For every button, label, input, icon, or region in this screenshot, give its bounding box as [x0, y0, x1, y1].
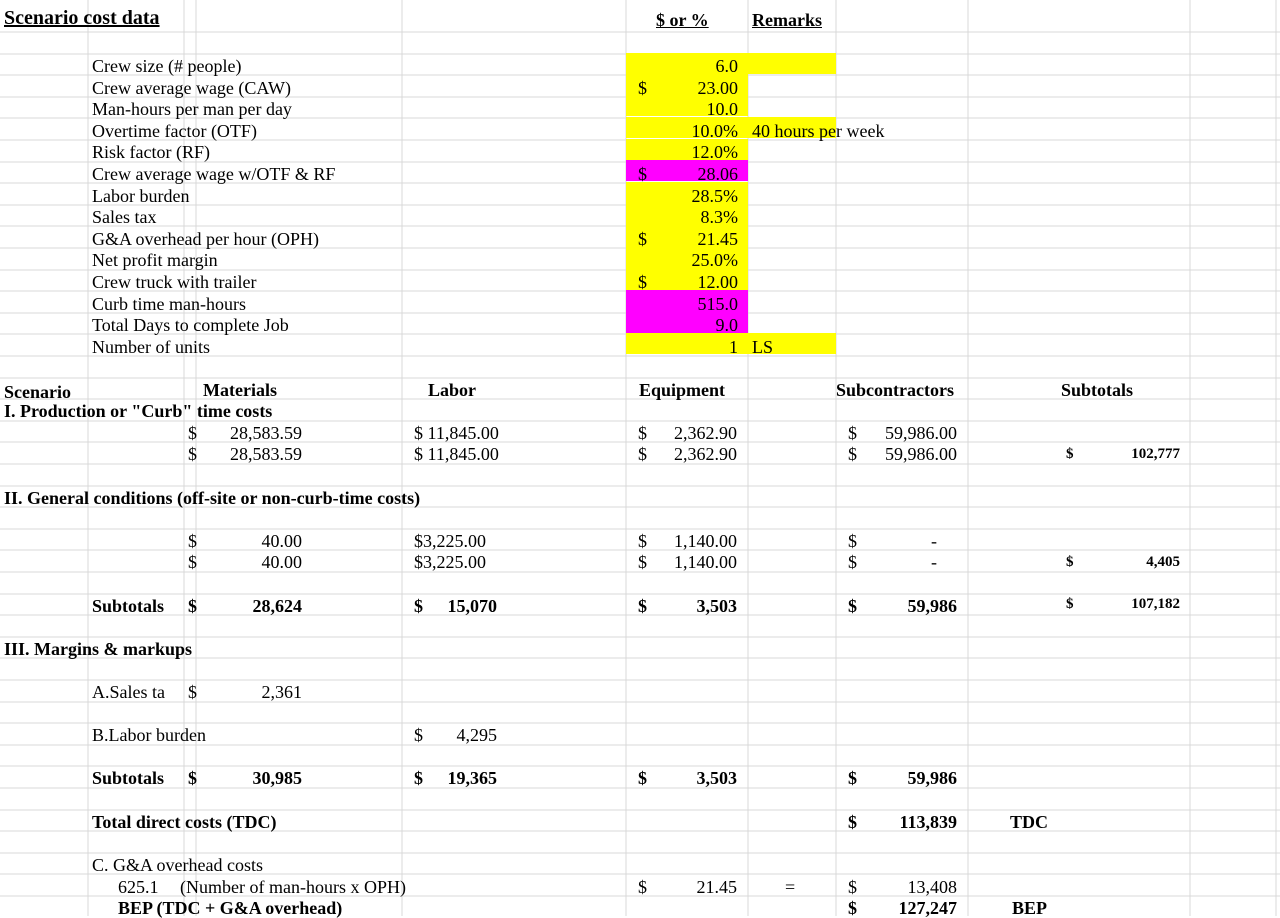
ga-value: 13,408: [907, 877, 957, 897]
input-value[interactable]: 10.0%: [691, 121, 738, 141]
input-label[interactable]: Total Days to complete Job: [92, 315, 289, 335]
subtotal1-total-sym: $: [1066, 596, 1074, 612]
input-remark[interactable]: 40 hours per week: [752, 121, 885, 141]
bep-sym: $: [848, 898, 857, 918]
s2r2-equipment: 1,140.00: [674, 552, 737, 572]
ga-sym: $: [848, 877, 857, 897]
tdc-value: 113,839: [899, 812, 957, 832]
page-title: Scenario cost data: [4, 7, 160, 29]
col-labor: Labor: [428, 380, 477, 400]
subtotal2-equipment: 3,503: [696, 768, 737, 788]
subtotal1-sub-sym: $: [848, 596, 857, 616]
subtotal2-mat-sym: $: [188, 768, 197, 788]
subtotal2-labor: 19,365: [447, 768, 497, 788]
subtotal1-total: 107,182: [1131, 596, 1180, 612]
s2r1-equipment: 1,140.00: [674, 531, 737, 551]
subtotal2-sub-sym: $: [848, 768, 857, 788]
s1r1-mat-sym: $: [188, 423, 197, 443]
s1r1-eq-sym: $: [638, 423, 647, 443]
subtotal2-eq-sym: $: [638, 768, 647, 788]
s1r1-subcontractors: 59,986.00: [885, 423, 957, 443]
input-value[interactable]: 28.06: [697, 164, 738, 184]
sales-tax-label: A.Sales ta: [92, 682, 165, 702]
input-currency-symbol[interactable]: $: [638, 229, 647, 249]
input-value[interactable]: 23.00: [697, 78, 738, 98]
labor-burden-sym: $: [414, 725, 423, 745]
input-value[interactable]: 8.3%: [700, 207, 738, 227]
bep-label: BEP (TDC + G&A overhead): [118, 898, 343, 918]
s1r1-sub-sym: $: [848, 423, 857, 443]
s1r2-materials: 28,583.59: [230, 444, 302, 464]
s1r2-subcontractors: 59,986.00: [885, 444, 957, 464]
subtotal2-label: Subtotals: [92, 768, 165, 788]
section-margins: III. Margins & markups: [4, 639, 193, 659]
input-value[interactable]: 1: [729, 337, 738, 357]
s2r2-materials: 40.00: [261, 552, 302, 572]
s1r2-sub-sym: $: [848, 444, 857, 464]
input-value[interactable]: 9.0: [715, 315, 738, 335]
s1r2-equipment: 2,362.90: [674, 444, 737, 464]
subtotal2-subcontractors: 59,986: [907, 768, 957, 788]
input-value[interactable]: 21.45: [697, 229, 738, 249]
input-value[interactable]: 10.0: [706, 99, 738, 119]
scenario-label: Scenario: [4, 382, 71, 402]
s2r1-subcontractors: -: [931, 531, 937, 551]
s1r2-total-sym: $: [1066, 446, 1074, 462]
input-value[interactable]: 12.0%: [691, 142, 738, 162]
tdc-label: Total direct costs (TDC): [92, 812, 277, 832]
subtotal1-mat-sym: $: [188, 596, 197, 616]
col-equipment: Equipment: [639, 380, 726, 400]
subtotal1-equipment: 3,503: [696, 596, 737, 616]
input-value[interactable]: 6.0: [715, 56, 738, 76]
s2r2-eq-sym: $: [638, 552, 647, 572]
input-currency-symbol[interactable]: $: [638, 78, 647, 98]
s1r2-total: 102,777: [1131, 446, 1180, 462]
input-label[interactable]: Man-hours per man per day: [92, 99, 292, 119]
s2r1-sub-sym: $: [848, 531, 857, 551]
subtotal2-materials: 30,985: [252, 768, 302, 788]
input-label[interactable]: Overtime factor (OTF): [92, 121, 257, 141]
bep-value: 127,247: [898, 898, 957, 918]
input-currency-symbol[interactable]: $: [638, 272, 647, 292]
s2r1-mat-sym: $: [188, 531, 197, 551]
section-production: I. Production or "Curb" time costs: [4, 401, 273, 421]
s2r2-total-sym: $: [1066, 554, 1074, 570]
s1r1-labor: $ 11,845.00: [414, 423, 499, 443]
subtotal2-lab-sym: $: [414, 768, 423, 788]
sales-tax-sym: $: [188, 682, 197, 702]
input-value[interactable]: 25.0%: [691, 250, 738, 270]
col-materials: Materials: [203, 380, 277, 400]
input-label[interactable]: Sales tax: [92, 207, 157, 227]
section-general-conditions: II. General conditions (off-site or non-curb-time costs): [4, 488, 421, 508]
s1r2-eq-sym: $: [638, 444, 647, 464]
input-value[interactable]: 12.00: [697, 272, 738, 292]
input-currency-symbol[interactable]: $: [638, 164, 647, 184]
s2r2-subcontractors: -: [931, 552, 937, 572]
ga-description: (Number of man-hours x OPH): [180, 877, 406, 897]
s2r2-labor: $3,225.00: [414, 552, 486, 572]
s1r1-materials: 28,583.59: [230, 423, 302, 443]
subtotal1-subcontractors: 59,986: [907, 596, 957, 616]
input-value[interactable]: 28.5%: [691, 186, 738, 206]
subtotal1-materials: 28,624: [252, 596, 302, 616]
input-label[interactable]: Crew size (# people): [92, 56, 242, 76]
input-label[interactable]: Crew truck with trailer: [92, 272, 257, 292]
ga-manhours: 625.1: [118, 877, 159, 897]
s2r1-materials: 40.00: [261, 531, 302, 551]
bep-tag: BEP: [1012, 898, 1048, 918]
col-subcontractors: Subcontractors: [836, 380, 954, 400]
labor-burden-value: 4,295: [456, 725, 497, 745]
s2r2-mat-sym: $: [188, 552, 197, 572]
ga-oph: 21.45: [696, 877, 737, 897]
ga-equals: =: [785, 877, 796, 897]
col-header-dollar: $ or %: [656, 10, 709, 30]
input-label[interactable]: Number of units: [92, 337, 210, 357]
subtotal1-label: Subtotals: [92, 596, 165, 616]
s1r1-equipment: 2,362.90: [674, 423, 737, 443]
input-remark[interactable]: LS: [752, 337, 774, 357]
input-label[interactable]: Labor burden: [92, 186, 190, 206]
ga-label: C. G&A overhead costs: [92, 855, 263, 875]
s2r1-labor: $3,225.00: [414, 531, 486, 551]
subtotal1-eq-sym: $: [638, 596, 647, 616]
s1r2-mat-sym: $: [188, 444, 197, 464]
tdc-tag: TDC: [1010, 812, 1049, 832]
subtotal1-lab-sym: $: [414, 596, 423, 616]
subtotal1-labor: 15,070: [447, 596, 497, 616]
col-header-remarks: Remarks: [752, 10, 822, 30]
labor-burden-label: B.Labor burden: [92, 725, 206, 745]
input-value[interactable]: 515.0: [697, 294, 738, 314]
input-label[interactable]: Crew average wage (CAW): [92, 78, 291, 98]
sales-tax-value: 2,361: [261, 682, 302, 702]
s1r2-labor: $ 11,845.00: [414, 444, 499, 464]
input-label[interactable]: Crew average wage w/OTF & RF: [92, 164, 336, 184]
input-label[interactable]: Curb time man-hours: [92, 294, 246, 314]
input-label[interactable]: Net profit margin: [92, 250, 218, 270]
input-label[interactable]: G&A overhead per hour (OPH): [92, 229, 319, 249]
col-subtotals: Subtotals: [1061, 380, 1134, 400]
input-label[interactable]: Risk factor (RF): [92, 142, 210, 162]
s2r2-total: 4,405: [1146, 554, 1180, 570]
s2r2-sub-sym: $: [848, 552, 857, 572]
tdc-sym: $: [848, 812, 857, 832]
s2r1-eq-sym: $: [638, 531, 647, 551]
ga-oph-sym: $: [638, 877, 647, 897]
